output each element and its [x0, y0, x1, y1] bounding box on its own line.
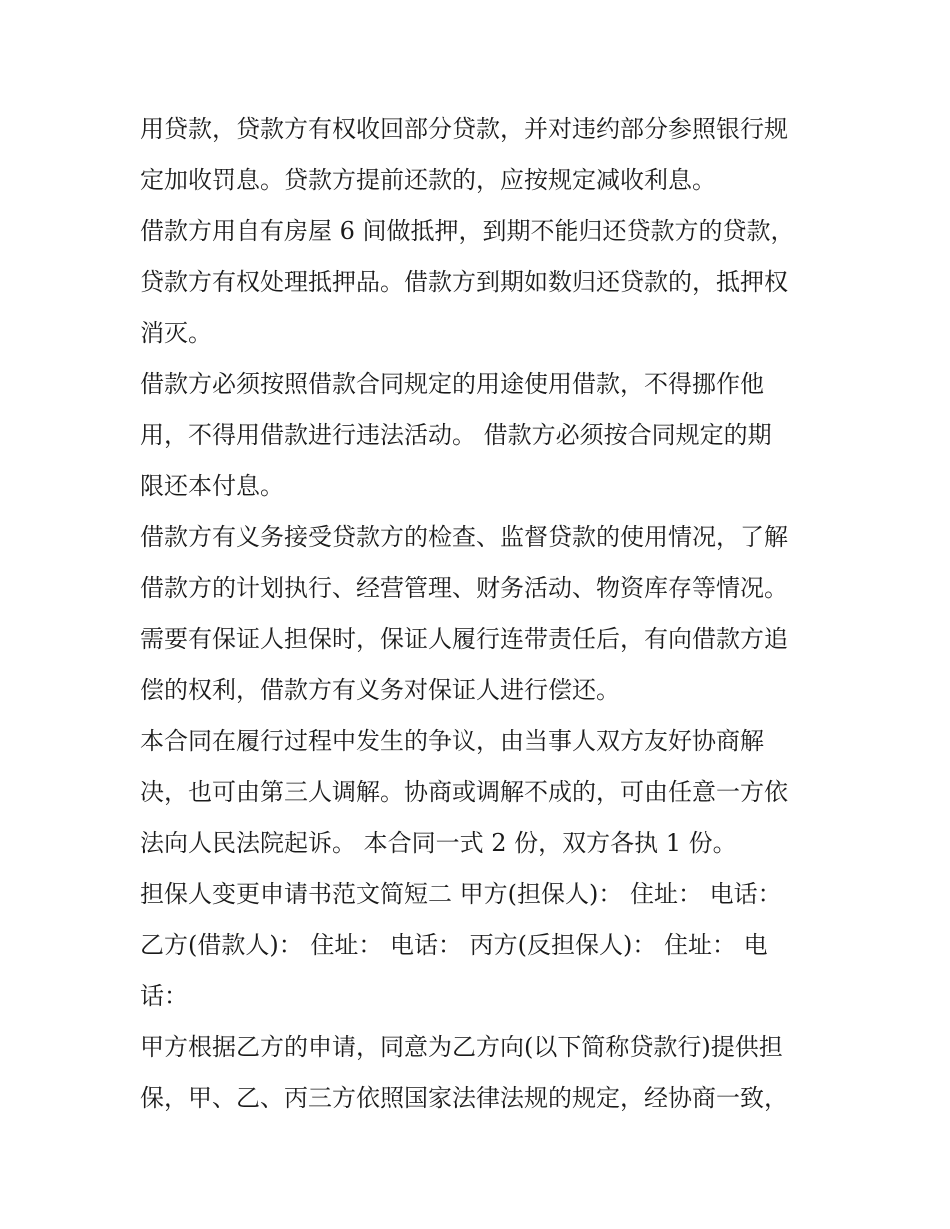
paragraph-parties — [140, 869, 815, 1022]
text-line: 需要有保证人担保时，保证人履行连带责任后，有向借款方追 — [140, 625, 788, 653]
text-line: 用贷款，贷款方有权收回部分贷款，并对违约部分参照银行规 — [140, 115, 788, 143]
paragraph-guarantee — [140, 1022, 815, 1124]
text-line: 借款方用自有房屋 6 间做抵押，到期不能归还贷款方的贷款， — [140, 217, 795, 245]
paragraph-loan-usage — [140, 359, 815, 512]
text-line: 借款方的计划执行、经营管理、财务活动、物资库存等情况。 — [140, 574, 788, 602]
text-line: 决，也可由第三人调解。协商或调解不成的，可由任意一方依 — [140, 778, 788, 806]
text-line: 借款方有义务接受贷款方的检查、监督贷款的使用情况，了解 — [140, 523, 788, 551]
text-line: 保，甲、乙、丙三方依照国家法律法规的规定，经协商一致， — [140, 1084, 788, 1112]
text-line: 甲方根据乙方的申请，同意为乙方向(以下简称贷款行)提供担 — [140, 1033, 783, 1061]
paragraph-dispute — [140, 716, 815, 869]
text-line: 话： — [140, 982, 188, 1010]
paragraph-loan-penalty — [140, 104, 815, 206]
paragraph-mortgage — [140, 206, 815, 359]
text-line: 借款方必须按照借款合同规定的用途使用借款，不得挪作他 — [140, 370, 764, 398]
text-line: 法向人民法院起诉。 本合同一式 2 份，双方各执 1 份。 — [140, 829, 737, 857]
text-line: 限还本付息。 — [140, 472, 284, 500]
text-line: 用，不得用借款进行违法活动。 借款方必须按合同规定的期 — [140, 421, 772, 449]
document-body — [140, 104, 815, 1124]
text-line: 本合同在履行过程中发生的争议，由当事人双方友好协商解 — [140, 727, 764, 755]
text-line: 贷款方有权处理抵押品。借款方到期如数归还贷款的，抵押权 — [140, 268, 788, 296]
paragraph-supervision — [140, 512, 815, 716]
text-line: 消灭。 — [140, 319, 212, 347]
text-line: 乙方(借款人)： 住址： 电话： 丙方(反担保人)： 住址： 电 — [140, 931, 768, 959]
text-line: 担保人变更申请书范文简短二 甲方(担保人)： 住址： 电话： — [140, 880, 782, 908]
text-line: 偿的权利，借款方有义务对保证人进行偿还。 — [140, 676, 620, 704]
text-line: 定加收罚息。贷款方提前还款的，应按规定减收利息。 — [140, 166, 716, 194]
